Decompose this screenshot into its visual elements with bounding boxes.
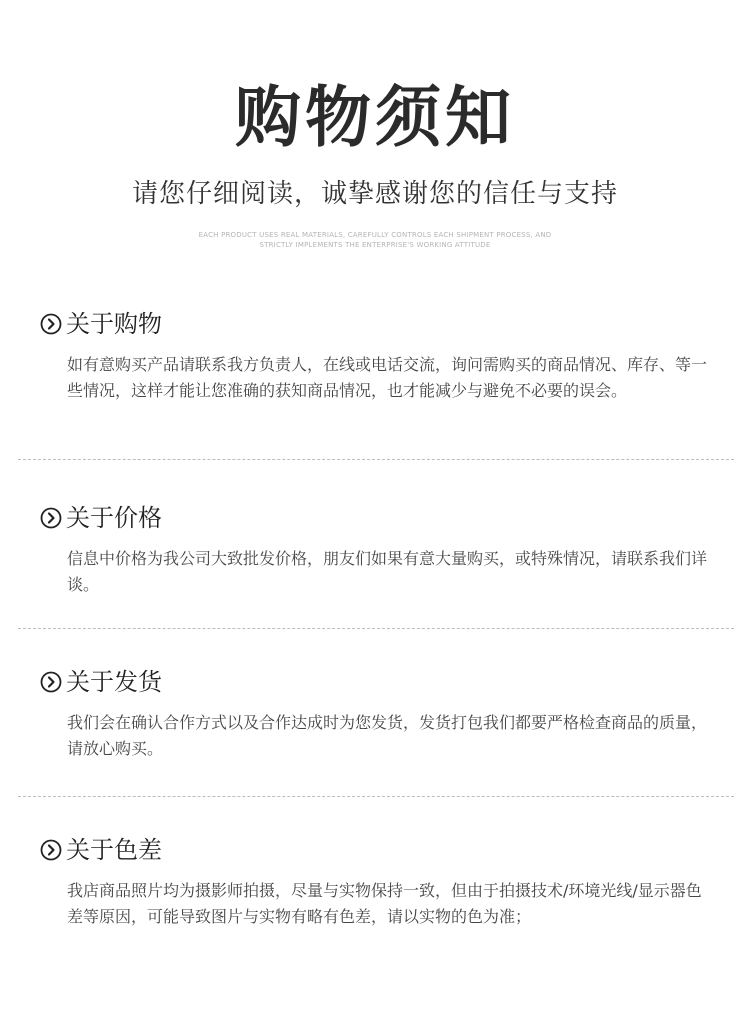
section-body: 我店商品照片均为摄影师拍摄，尽量与实物保持一致，但由于拍摄技术/环境光线/显示器色差等原因，可能导致图片与实物有略有色差，请以实物的色为准； (67, 881, 702, 926)
dashed-divider (18, 796, 734, 797)
section-header (40, 834, 162, 866)
circle-arrow-right-icon (40, 507, 62, 529)
circle-arrow-right-icon (40, 671, 62, 693)
english-tagline-line-2: STRICTLY IMPLEMENTS THE ENTERPRISE'S WORKING ATTITUDE (259, 241, 491, 249)
circle-arrow-right-icon (40, 839, 62, 861)
section-title: 关于发货 (66, 668, 162, 696)
page-subtitle: 请您仔细阅读，诚挚感谢您的信任与支持 (131, 179, 618, 209)
section-title: 关于色差 (66, 836, 162, 864)
section-body: 信息中价格为我公司大致批发价格，朋友们如果有意大量购买，或特殊情况，请联系我们详谈。 (67, 549, 708, 594)
page-title: 购物须知 (235, 79, 515, 156)
section-body: 如有意购买产品请联系我方负责人，在线或电话交流，询问需购买的商品情况、库存、等一些情况，这样才能让您准确的获知商品情况，也才能减少与避免不必要的误会。 (67, 355, 708, 400)
section-title: 关于价格 (66, 504, 162, 532)
dashed-divider (18, 459, 734, 460)
english-tagline (175, 230, 575, 250)
section-title: 关于购物 (66, 310, 162, 338)
section-body: 我们会在确认合作方式以及合作达成时为您发货，发货打包我们都要严格检查商品的质量，请放心购买。 (67, 713, 708, 758)
section-header (40, 308, 162, 340)
english-tagline-line-1: EACH PRODUCT USES REAL MATERIALS, CAREFULLY CONTROLS EACH SHIPMENT PROCESS, AND (198, 231, 552, 239)
dashed-divider (18, 628, 734, 629)
section-header (40, 666, 162, 698)
section-header (40, 502, 162, 534)
circle-arrow-right-icon (40, 313, 62, 335)
